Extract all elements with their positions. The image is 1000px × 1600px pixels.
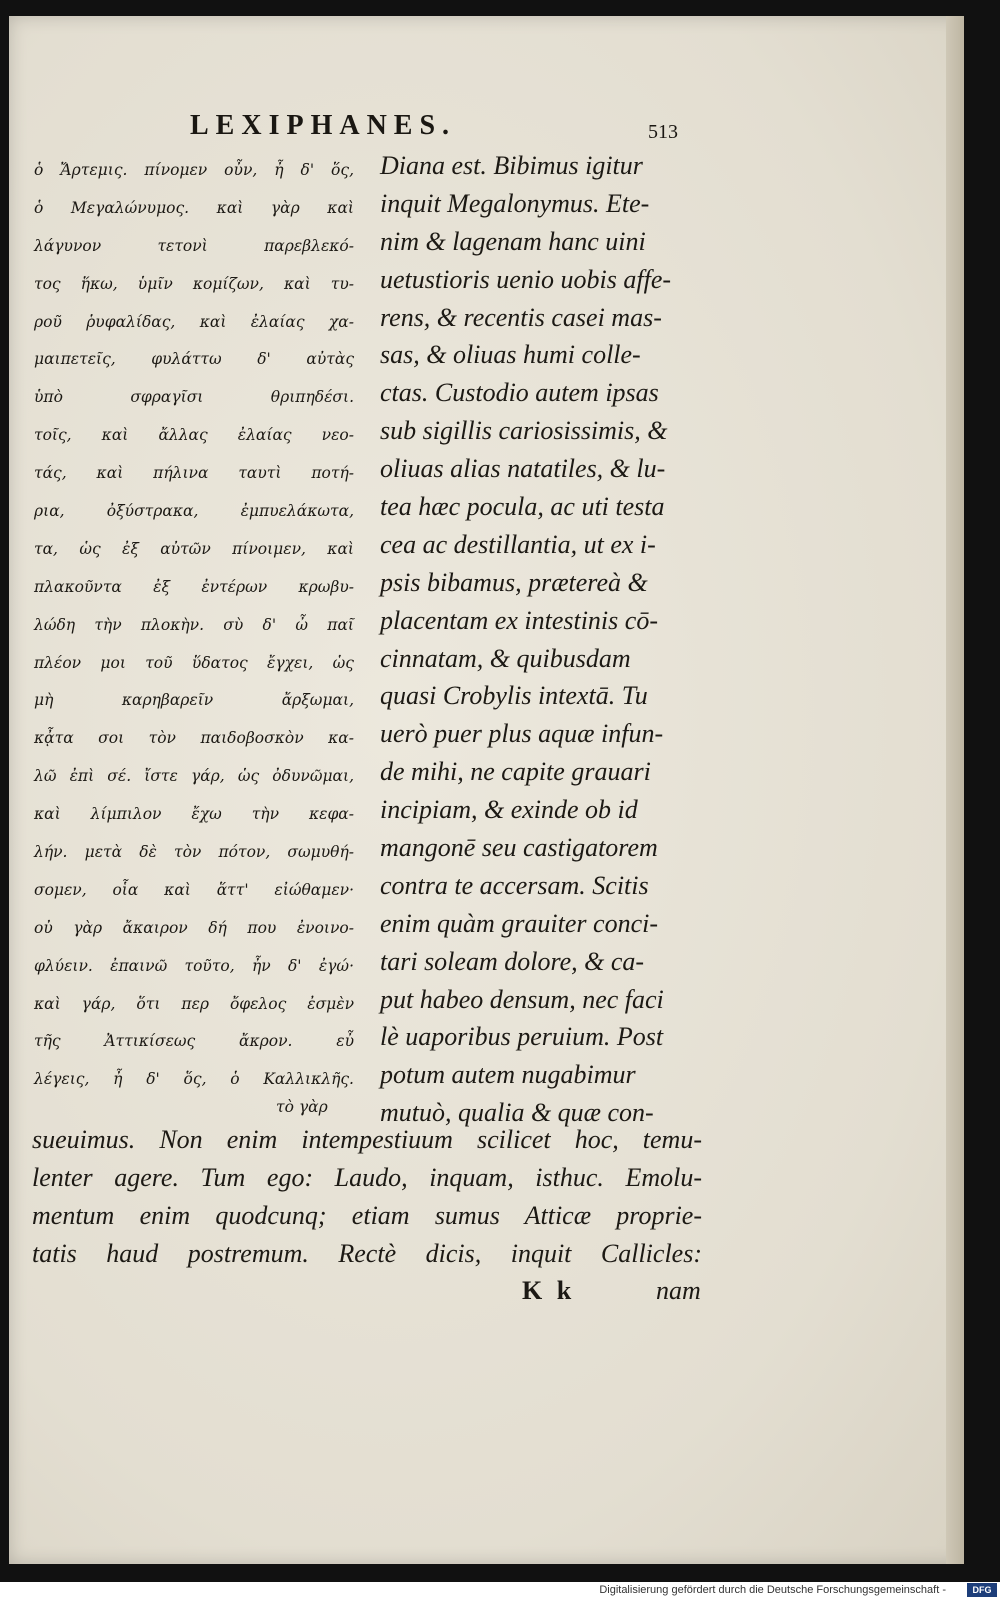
greek-text-line: ρια, ὀξύστρακα, ἐμπυελάκωτα, [34,502,354,521]
greek-text-line: ὁ Μεγαλώνυμος. καὶ γὰρ καὶ [34,198,354,217]
latin-text-line: mentum enim quodcunq; etiam sumus Atticæ proprie- [32,1200,702,1230]
latin-text-line: ctas. Custodio autem ipsas [380,378,659,408]
latin-text-line: inquit Megalonymus. Ete- [380,188,650,218]
latin-text-line: sas, & oliuas humi colle- [380,340,641,370]
latin-text-line: quasi Crobylis intextā. Tu [380,681,648,711]
latin-text-line: uetustioris uenio uobis affe- [380,264,672,294]
latin-text-line: put habeo densum, nec faci [380,984,664,1014]
latin-text-line: enim quàm grauiter conci- [380,908,659,938]
latin-text-line: mutuò, qualia & quæ con- [380,1098,654,1128]
greek-text-line: ὁ Ἄρτεμις. πίνομεν οὖν, ἦ δ' ὅς, [34,161,354,179]
greek-text-line: πλακοῦντα ἐξ ἐντέρων κρωβυ- [34,577,354,596]
latin-text-line: uerò puer plus aquæ infun- [380,719,664,749]
greek-text-line: οὐ γὰρ ἄκαιρον δή που ἐνοινο- [34,918,354,937]
greek-text-line: ροῦ ῥυφαλίδας, καὶ ἐλαίας χα- [34,312,354,331]
catchword: nam [656,1276,701,1305]
signature-mark: K k [522,1276,576,1305]
funding-credit: Digitalisierung gefördert durch die Deutsche Forschungsgemeinschaft - [599,1584,946,1596]
page-edge [946,16,964,1564]
greek-text-line: φλύειν. ἐπαινῶ τοῦτο, ἦν δ' ἐγώ· [34,956,354,975]
latin-text-line: cea ac destillantia, ut ex i- [380,529,656,559]
greek-text-line: κᾆτα σοι τὸν παιδοβοσκὸν κα- [34,729,354,748]
latin-text-line: oliuas alias natatiles, & lu- [380,454,666,484]
greek-text-line: σομεν, οἷα καὶ ἅττ' εἰώθαμεν· [34,880,354,899]
latin-full-width-text [32,1121,702,1273]
latin-text-line: psis bibamus, prætereà & [380,567,648,597]
greek-text-line: τοῖς, καὶ ἄλλας ἐλαίας νεο- [34,426,354,445]
latin-text-line: nim & lagenam hanc uini [380,226,646,256]
greek-text-line: τῆς Ἀττικίσεως ἄκρον. εὖ [34,1032,354,1051]
latin-text-line: sueuimus. Non enim intempestiuum scilicet hoc, temu- [32,1125,702,1154]
latin-text-line: mangonē seu castigatorem [380,833,658,863]
greek-text-column [34,152,354,1099]
latin-text-line: tatis haud postremum. Rectè dicis, inquit Callicles: [32,1238,702,1268]
latin-text-line: incipiam, & exinde ob id [380,795,638,825]
page-number: 513 [648,121,678,143]
latin-text-line: lenter agere. Tum ego: Laudo, inquam, isthuc. Emolu- [32,1162,702,1192]
latin-text-line: de mihi, ne capite grauari [380,757,651,787]
greek-text-line: λήν. μετὰ δὲ τὸν πότον, σωμυθή- [34,843,354,862]
greek-text-line: τάς, καὶ πήλινα ταυτὶ ποτή- [34,464,354,483]
latin-text-line: rens, & recentis casei mas- [380,302,662,332]
latin-text-line: potum autem nugabimur [380,1060,636,1090]
latin-text-line: placentam ex intestinis cō- [380,605,658,635]
latin-text-line: Diana est. Bibimus igitur [380,151,643,180]
greek-text-line: λέγεις, ἦ δ' ὅς, ὁ Καλλικλῆς. [34,1070,354,1089]
greek-text-line: ὑπὸ σφραγῖσι θριπηδέσι. [34,388,354,407]
greek-text-line: λάγυνον τετονὶ παρεβλεκό- [34,236,354,255]
greek-text-line: λώδη τὴν πλοκὴν. σὺ δ' ὦ παῖ [34,615,354,634]
greek-text-line: πλέον μοι τοῦ ὕδατος ἔγχει, ὡς [34,653,354,672]
latin-text-line: tea hæc pocula, ac uti testa [380,492,665,522]
latin-text-line: cinnatam, & quibusdam [380,643,631,673]
latin-text-column [380,147,710,1132]
dfg-logo: DFG [967,1583,997,1597]
greek-text-line: τα, ὡς ἐξ αὐτῶν πίνοιμεν, καὶ [34,539,354,558]
greek-text-line: λῶ ἐπὶ σέ. ἴστε γάρ, ὡς ὀδυνῶμαι, [34,767,354,786]
running-head: LEXIPHANES. [190,110,457,141]
greek-text-line: μαιπετεῖς, φυλάττω δ' αὐτὰς [34,350,354,369]
latin-text-line: sub sigillis cariosissimis, & [380,416,668,446]
greek-text-tail: τὸ γὰρ [276,1098,328,1116]
greek-text-line: μὴ καρηβαρεῖν ἄρξωμαι, [34,691,354,710]
greek-text-line: καὶ λίμπιλον ἔχω τὴν κεφα- [34,805,354,824]
greek-text-line: τος ἥκω, ὑμῖν κομίζων, καὶ τυ- [34,274,354,293]
latin-text-line: contra te accersam. Scitis [380,870,649,900]
greek-text-line: καὶ γάρ, ὅτι περ ὄφελος ἐσμὲν [34,994,354,1013]
latin-text-line: lè uaporibus peruium. Post [380,1022,664,1052]
latin-text-line: tari soleam dolore, & ca- [380,946,645,976]
